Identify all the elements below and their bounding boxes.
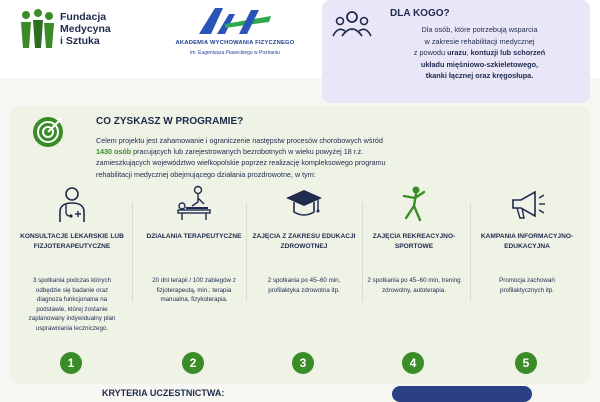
graduation-cap-icon	[284, 184, 324, 224]
target-line-4: układu mięśniowo-szkieletowego,	[420, 59, 539, 69]
activity-desc: Promocja zachowań profilaktycznych itp.	[499, 277, 555, 294]
activity-title: ZAJĘCIA Z ZAKRESU EDUKACJI ZDROWOTNEJ	[252, 233, 356, 251]
column-divider	[246, 202, 247, 302]
target-line-2: w zakresie rehabilitacji medycznej	[424, 36, 535, 46]
participants-count: 1430 osób	[96, 147, 132, 157]
activity-therapy	[140, 184, 248, 384]
megaphone-icon	[507, 184, 547, 224]
program-desc-line-4: rehabilitacji medycznej obejmującego działania prozdrowotne, w tym:	[96, 169, 316, 179]
activity-consultations	[18, 184, 126, 384]
fundacja-line-3: i Sztuka	[60, 35, 100, 47]
activity-desc: 2 spotkania po 45–60 min, profilaktyka zdrowotna itp.	[267, 277, 341, 294]
step-number: 1	[60, 352, 82, 374]
target-line-3: z powodu urazu, kontuzji lub schorzeń	[413, 48, 546, 57]
activity-desc: 20 dni terapii / 100 zabiegów z fizjoterapeutą, min.: terapia manualna, fizykoterapia.	[152, 277, 236, 304]
awf-mark-icon	[195, 6, 275, 36]
activity-title: ZAJĘCIA REKREACYJNO-SPORTOWE	[372, 233, 456, 251]
fundacja-line-1: Fundacja	[60, 11, 107, 23]
activity-education	[250, 184, 358, 384]
target-group-text	[377, 24, 582, 82]
fundacja-line-2: Medycyna	[60, 23, 111, 35]
people-group-icon	[332, 8, 372, 42]
column-divider	[132, 202, 133, 302]
target-group-box	[322, 0, 590, 103]
step-number: 2	[182, 352, 204, 374]
activity-recreation	[360, 184, 468, 384]
column-divider	[470, 202, 471, 302]
target-icon	[32, 116, 64, 148]
program-description	[96, 135, 476, 180]
doctor-icon	[52, 184, 92, 224]
awf-logo	[150, 6, 320, 66]
activity-campaign	[473, 184, 581, 384]
activity-desc: 3 spotkania podczas których odbędzie się badanie oraz diagnoza funkcjonalna na podstawie, której zostanie zaplanowany indywidualny plan usprawniania leczniczego.	[28, 277, 116, 332]
massage-icon	[174, 184, 214, 224]
program-desc-line-3: zamieszkujących województwo wielkopolskie poprzez realizację kompleksowego programu	[96, 158, 386, 168]
awf-subtitle: im. Eugeniusza Piaseckiego w Poznaniu	[190, 50, 280, 56]
fundacja-name	[60, 11, 111, 47]
target-group-title: DLA KOGO?	[390, 8, 450, 19]
target-line-1: Dla osób, które potrzebują wsparcia	[421, 25, 538, 34]
activity-title: KAMPANIA INFORMACYJNO-EDUKACYJNA	[480, 233, 574, 251]
program-title: CO ZYSKASZ W PROGRAMIE?	[96, 116, 244, 127]
criteria-heading: KRYTERIA UCZESTNICTWA:	[102, 388, 225, 398]
activity-desc: 2 spotkania po 45–60 min, trening zdrowotny, autoterapia.	[367, 277, 461, 294]
step-number: 3	[292, 352, 314, 374]
program-panel	[10, 106, 590, 384]
fundacja-figures-icon	[18, 8, 56, 50]
activity-title: KONSULTACJE LEKARSKIE LUB FIZJOTERAPEUTYCZNE	[20, 233, 124, 251]
activity-title: DZIAŁANIA TERAPEUTYCZNE	[146, 233, 242, 240]
target-line-5: tkanki łącznej oraz kręgosłupa.	[425, 71, 534, 80]
program-desc-line-2: 1430 osób pracujących lub zarejestrowanych bezrobotnych w wieku powyżej 18 r.ż.	[96, 147, 364, 157]
step-number: 4	[402, 352, 424, 374]
awf-name: AKADEMIA WYCHOWANIA FIZYCZNEGO	[175, 40, 295, 46]
exercise-icon	[394, 184, 434, 224]
step-number: 5	[515, 352, 537, 374]
program-desc-line-1: Celem projektu jest zahamowanie i ograniczenie następstw procesów chorobowych wśród	[96, 136, 383, 145]
fundacja-logo	[18, 8, 143, 50]
